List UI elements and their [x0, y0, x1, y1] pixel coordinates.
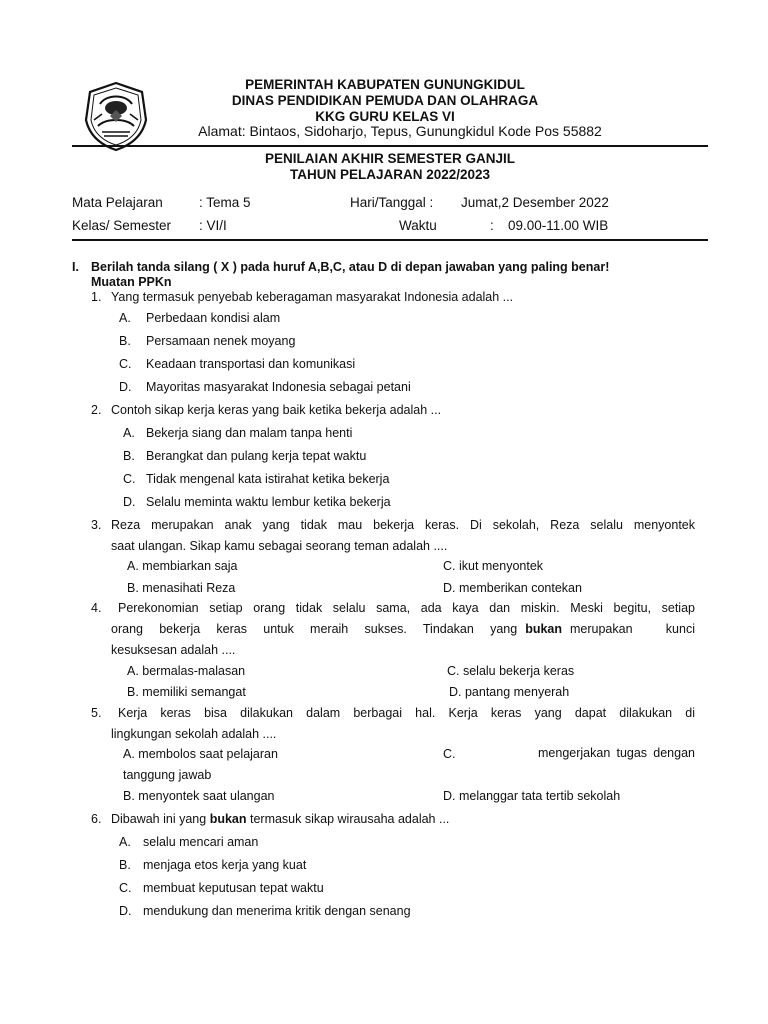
q6-text — [111, 809, 449, 829]
section-instruction: Berilah tanda silang ( X ) pada huruf A,B,C, atau D di depan jawaban yang paling benar! — [91, 260, 610, 274]
subject-value: : Tema 5 — [199, 195, 251, 210]
q2-option-d: Selalu meminta waktu lembur ketika bekerja — [146, 495, 391, 509]
q2-option-b-letter: B. — [123, 449, 135, 463]
q4-text-line1: Perekonomian setiap orang tidak selalu sama, ada kaya dan miskin. Meski begitu, setiap — [118, 601, 695, 615]
section-subject: Muatan PPKn — [91, 275, 172, 289]
q4-option-c: C. selalu bekerja keras — [447, 664, 575, 678]
q1-number: 1. — [91, 290, 102, 304]
q3-option-b: B. menasihati Reza — [127, 581, 236, 595]
q4-keyword-bukan: bukan — [525, 622, 562, 636]
q2-option-a: Bekerja siang dan malam tanpa henti — [146, 426, 353, 440]
q3-text-line2: saat ulangan. Sikap kamu sebagai seorang teman adalah .... — [111, 539, 448, 553]
q2-option-b: Berangkat dan pulang kerja tepat waktu — [146, 449, 367, 463]
header-kkg: KKG GURU KELAS VI — [315, 109, 455, 124]
q5-option-c-continued: tanggung jawab — [123, 768, 212, 782]
q3-option-d: D. memberikan contekan — [443, 581, 582, 595]
q5-option-c-letter: C. — [443, 747, 456, 761]
q6-option-c: membuat keputusan tepat waktu — [143, 881, 324, 895]
q4-option-b: B. memiliki semangat — [127, 685, 246, 699]
q6-option-b: menjaga etos kerja yang kuat — [143, 858, 307, 872]
q6-option-a: selalu mencari aman — [143, 835, 259, 849]
q5-option-b: B. menyontek saat ulangan — [123, 789, 275, 803]
q5-option-c: mengerjakan tugas dengan — [538, 746, 695, 760]
q6-option-a-letter: A. — [119, 835, 131, 849]
q1-option-b-letter: B. — [119, 334, 131, 348]
header-government: PEMERINTAH KABUPATEN GUNUNGKIDUL — [245, 77, 525, 92]
q4-option-d: D. pantang menyerah — [449, 685, 570, 699]
q2-number: 2. — [91, 403, 102, 417]
q4-option-a: A. bermalas-malasan — [127, 664, 246, 678]
q1-option-d-letter: D. — [119, 380, 132, 394]
time-value: 09.00-11.00 WIB — [508, 218, 609, 233]
q5-number: 5. — [91, 706, 102, 720]
q1-option-a-letter: A. — [119, 311, 131, 325]
header-address: Alamat: Bintaos, Sidoharjo, Tepus, Gunungkidul Kode Pos 55882 — [198, 123, 602, 139]
q4-text-line2 — [111, 619, 695, 640]
section-number: I. — [72, 260, 79, 274]
q1-option-b: Persamaan nenek moyang — [146, 334, 296, 348]
class-value: : VI/I — [199, 218, 227, 233]
q3-text-line1: Reza merupakan anak yang tidak mau bekerja keras. Di sekolah, Reza selalu menyontek — [111, 518, 695, 532]
q2-option-c-letter: C. — [123, 472, 136, 486]
time-colon: : — [490, 218, 494, 233]
q6-text-pre: Dibawah ini yang — [111, 812, 207, 826]
q6-option-d: mendukung dan menerima kritik dengan senang — [143, 904, 411, 918]
meta-divider — [72, 239, 708, 241]
q5-text-line2: lingkungan sekolah adalah .... — [111, 727, 277, 741]
time-label: Waktu — [399, 218, 437, 233]
q1-option-a: Perbedaan kondisi alam — [146, 311, 281, 325]
q4-text-line2-pre: orang bekerja keras untuk meraih sukses. Tindakan yang — [111, 622, 518, 636]
q6-text-post: termasuk sikap wirausaha adalah ... — [249, 812, 450, 826]
q5-option-a: A. membolos saat pelajaran — [123, 747, 278, 761]
subject-label: Mata Pelajaran — [72, 195, 163, 210]
header-department: DINAS PENDIDIKAN PEMUDA DAN OLAHRAGA — [231, 93, 539, 108]
day-value: Jumat,2 Desember 2022 — [461, 195, 609, 210]
q5-option-d: D. melanggar tata tertib sekolah — [443, 789, 621, 803]
q3-number: 3. — [91, 518, 102, 532]
q2-text: Contoh sikap kerja keras yang baik ketika bekerja adalah ... — [111, 403, 442, 417]
q2-option-d-letter: D. — [123, 495, 136, 509]
q6-option-b-letter: B. — [119, 858, 131, 872]
q1-option-c: Keadaan transportasi dan komunikasi — [146, 357, 356, 371]
q1-option-d: Mayoritas masyarakat Indonesia sebagai petani — [146, 380, 411, 394]
exam-title: PENILAIAN AKHIR SEMESTER GANJIL — [264, 151, 516, 166]
q4-text-line3: kesuksesan adalah .... — [111, 643, 236, 657]
q5-text-line1: Kerja keras bisa dilakukan dalam berbagai hal. Kerja keras yang dapat dilakukan di — [118, 706, 695, 720]
regency-emblem-logo — [80, 80, 152, 152]
class-label: Kelas/ Semester — [72, 218, 172, 233]
q6-option-d-letter: D. — [119, 904, 132, 918]
header-divider — [72, 145, 708, 147]
q1-text: Yang termasuk penyebab keberagaman masyarakat Indonesia adalah ... — [111, 290, 514, 304]
exam-year: TAHUN PELAJARAN 2022/2023 — [289, 167, 491, 182]
q4-number: 4. — [91, 601, 102, 615]
day-label: Hari/Tanggal : — [350, 195, 434, 210]
q1-option-c-letter: C. — [119, 357, 132, 371]
q2-option-a-letter: A. — [123, 426, 135, 440]
q6-keyword-bukan: bukan — [209, 812, 247, 826]
q3-option-a: A. membiarkan saja — [127, 559, 238, 573]
q4-text-line2-post: merupakan kunci — [570, 622, 695, 636]
q6-number: 6. — [91, 812, 102, 826]
q6-option-c-letter: C. — [119, 881, 132, 895]
q3-option-c: C. ikut menyontek — [443, 559, 544, 573]
q2-option-c: Tidak mengenal kata istirahat ketika bekerja — [146, 472, 390, 486]
